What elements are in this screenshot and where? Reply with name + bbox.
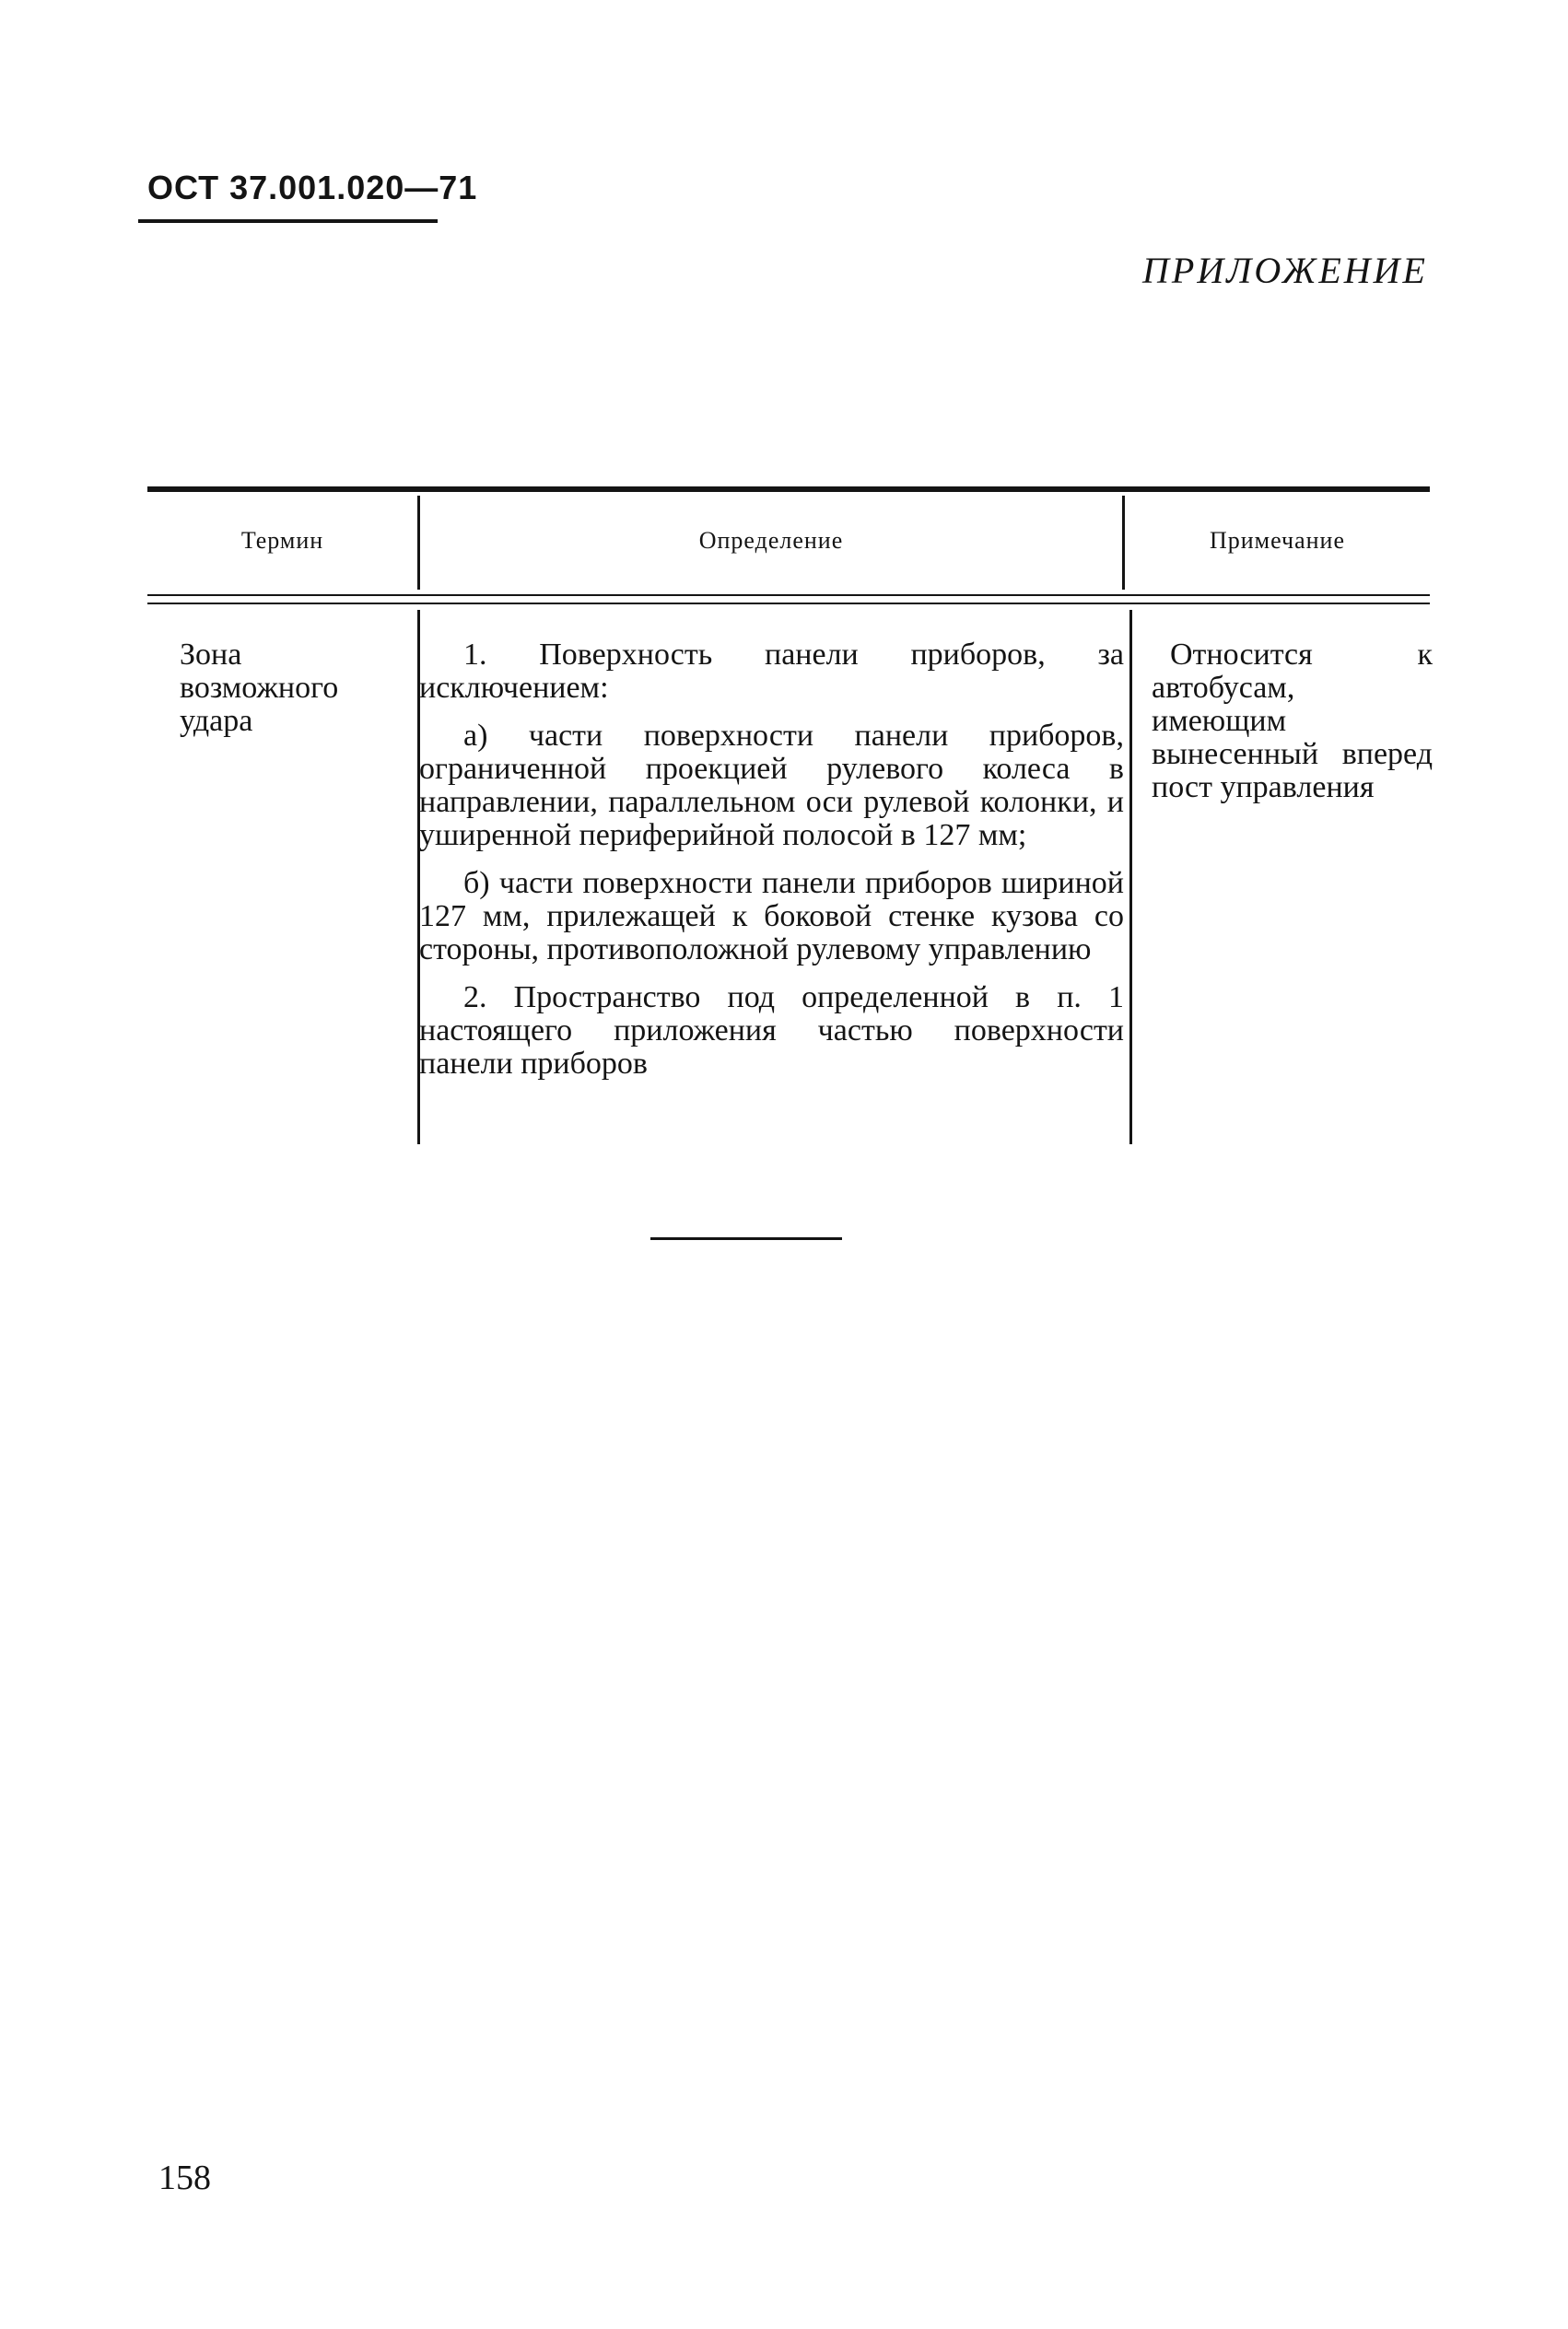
definition-paragraph: 1. Поверхность панели приборов, за исключением: <box>419 638 1124 705</box>
header-bottom-rule <box>147 594 1430 596</box>
column-header-definition: Определение <box>698 527 844 554</box>
body-divider-2 <box>1129 610 1132 1144</box>
definition-paragraph: а) части поверхности панели приборов, ограниченной проекцией рулевого колеса в направлении, параллельном оси рулевой колонки, и уширенной периферийной полосой в 127 мм; <box>419 719 1124 852</box>
end-divider <box>650 1237 842 1240</box>
appendix-title: ПРИЛОЖЕНИЕ <box>1142 250 1428 291</box>
column-header-note: Примечание <box>1209 527 1346 554</box>
table-row-term: Зона возможного удара <box>180 638 339 738</box>
standard-code: ОСТ 37.001.020—71 <box>147 169 478 206</box>
code-underline <box>138 219 438 223</box>
table-top-rule <box>147 486 1430 492</box>
note-paragraph: Относится к автобусам, имеющим вынесенный вперед пост управления <box>1152 638 1433 804</box>
column-header-term: Термин <box>240 527 324 554</box>
header-bottom-rule-double <box>147 603 1430 604</box>
definition-paragraph: 2. Пространство под определенной в п. 1 настоящего приложения частью поверхности панели приборов <box>419 980 1124 1081</box>
page-number: 158 <box>158 2159 211 2197</box>
definition-paragraph: б) части поверхности панели приборов шириной 127 мм, прилежащей к боковой стенке кузова со стороны, противоположной рулевому управлению <box>419 866 1124 966</box>
table-row-definition <box>419 638 1124 1095</box>
table-row-note <box>1152 638 1433 804</box>
